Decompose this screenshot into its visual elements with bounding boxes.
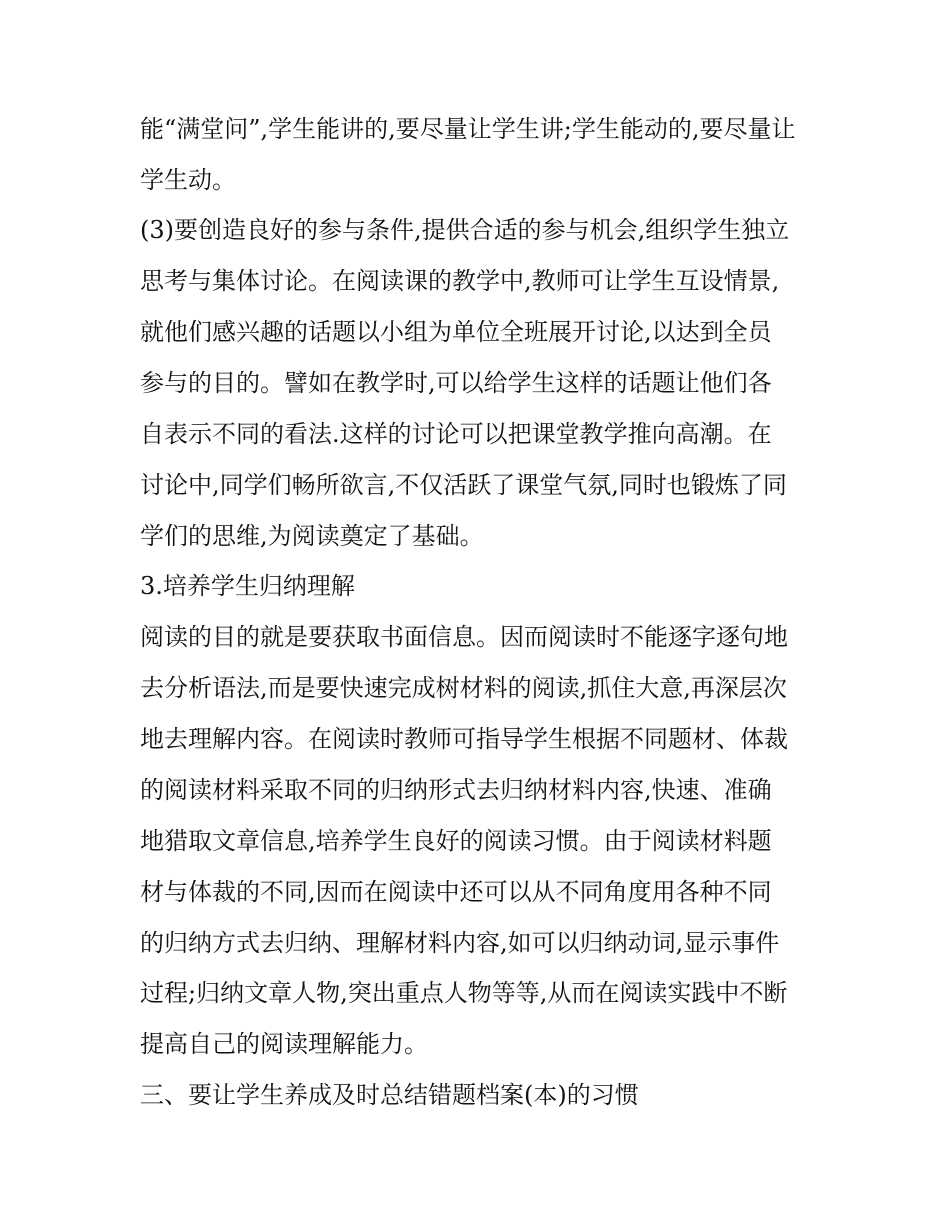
text-line: 材与体裁的不同,因而在阅读中还可以从不同角度用各种不同 [140,878,772,906]
text-line: 讨论中,同学们畅所欲言,不仅活跃了课堂气氛,同时也锻炼了同 [140,471,787,499]
text-line: 阅读的目的就是要获取书面信息。因而阅读时不能逐字逐句地 [140,623,788,651]
section-heading: 3.培养学生归纳理解 [140,572,355,600]
text-line: 自表示不同的看法.这样的讨论可以把课堂教学推向高潮。在 [140,420,772,448]
text-line: 学们的思维,为阅读奠定了基础。 [140,522,484,550]
text-line: 参与的目的。譬如在教学时,可以给学生这样的话题让他们各 [140,369,772,397]
text-line: 过程;归纳文章人物,突出重点人物等等,从而在阅读实践中不断 [140,979,788,1007]
text-line: 去分析语法,而是要快速完成树材料的阅读,抓住大意,再深层次 [140,674,787,702]
text-line: 学生动。 [140,166,236,194]
section-heading: 三、要让学生养成及时总结错题档案(本)的习惯 [140,1081,639,1109]
text-line: 的阅读材料采取不同的归纳形式去归纳材料内容,快速、准确 [140,776,772,804]
text-line: 提高自己的阅读理解能力。 [140,1030,428,1058]
text-line: 就他们感兴趣的话题以小组为单位全班展开讨论,以达到全员 [140,318,772,346]
text-line: 的归纳方式去归纳、理解材料内容,如可以归纳动词,显示事件 [140,929,780,957]
text-line: 思考与集体讨论。在阅读课的教学中,教师可让学生互设情景, [140,267,780,295]
text-line: 能“满堂问”,学生能讲的,要尽量让学生讲;学生能动的,要尽量让 [140,115,796,143]
text-line: 地去理解内容。在阅读时教师可指导学生根据不同题材、体裁 [140,725,788,753]
text-line: 地猎取文章信息,培养学生良好的阅读习惯。由于阅读材料题 [140,827,772,855]
text-line: (3)要创造良好的参与条件,提供合适的参与机会,组织学生独立 [140,216,790,244]
